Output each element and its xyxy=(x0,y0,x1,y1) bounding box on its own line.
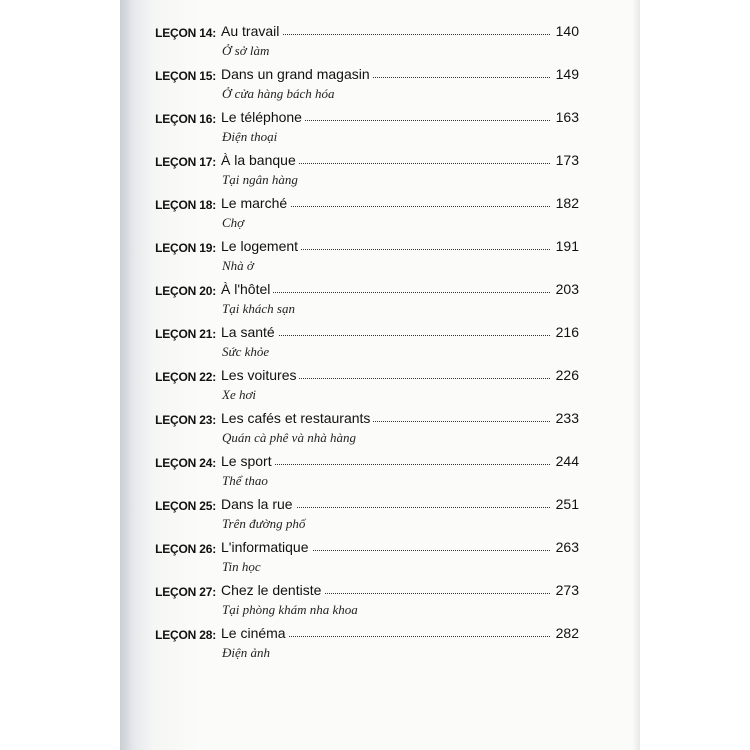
page-number: 263 xyxy=(553,539,579,555)
lesson-subtitle: Ở cửa hàng bách hóa xyxy=(222,86,335,101)
page-number: 282 xyxy=(553,625,579,641)
lesson-number: LEÇON 26: xyxy=(155,542,216,556)
toc-entry xyxy=(0,194,750,234)
page-number: 163 xyxy=(553,109,579,125)
lesson-title: Les cafés et restaurants xyxy=(221,410,373,426)
lesson-subtitle: Tin học xyxy=(222,559,261,574)
page-number: 149 xyxy=(553,66,579,82)
lesson-number: LEÇON 16: xyxy=(155,112,216,126)
toc-entry xyxy=(0,452,750,492)
page-number: 203 xyxy=(553,281,579,297)
toc-entry xyxy=(0,495,750,535)
lesson-title: À l'hôtel xyxy=(221,281,273,297)
toc-entry xyxy=(0,581,750,621)
lesson-subtitle: Tại ngân hàng xyxy=(222,172,298,187)
page-number: 273 xyxy=(553,582,579,598)
lesson-subtitle: Tại phòng khám nha khoa xyxy=(222,602,358,617)
page-number: 140 xyxy=(553,23,579,39)
lesson-number: LEÇON 14: xyxy=(155,26,216,40)
toc-entry xyxy=(0,65,750,105)
lesson-subtitle: Tại khách sạn xyxy=(222,301,295,316)
lesson-title: Le logement xyxy=(221,238,301,254)
page-number: 233 xyxy=(553,410,579,426)
lesson-subtitle: Điện ảnh xyxy=(222,645,271,660)
lesson-subtitle: Ở sở làm xyxy=(222,43,270,58)
lesson-number: LEÇON 17: xyxy=(155,155,216,169)
toc-entry xyxy=(0,280,750,320)
page-number: 226 xyxy=(553,367,579,383)
page-number: 173 xyxy=(553,152,579,168)
lesson-number: LEÇON 24: xyxy=(155,456,216,470)
lesson-number: LEÇON 15: xyxy=(155,69,216,83)
lesson-title: Les voitures xyxy=(221,367,299,383)
lesson-title: Dans la rue xyxy=(221,496,296,512)
lesson-title: Le sport xyxy=(221,453,275,469)
lesson-subtitle: Nhà ở xyxy=(222,258,254,273)
lesson-subtitle: Chợ xyxy=(222,215,245,230)
lesson-number: LEÇON 22: xyxy=(155,370,216,384)
toc-entry xyxy=(0,538,750,578)
toc-entry xyxy=(0,366,750,406)
lesson-title: La santé xyxy=(221,324,278,340)
lesson-subtitle: Quán cà phê và nhà hàng xyxy=(222,430,356,445)
lesson-title: Le téléphone xyxy=(221,109,305,125)
toc-entry xyxy=(0,323,750,363)
lesson-title: L'informatique xyxy=(221,539,312,555)
toc-entry xyxy=(0,22,750,62)
lesson-subtitle: Điện thoại xyxy=(222,129,278,144)
lesson-title: Le cinéma xyxy=(221,625,289,641)
lesson-subtitle: Sức khỏe xyxy=(222,344,270,359)
page-number: 191 xyxy=(553,238,579,254)
lesson-subtitle: Trên đường phố xyxy=(222,516,306,531)
lesson-number: LEÇON 25: xyxy=(155,499,216,513)
page-number: 244 xyxy=(553,453,579,469)
lesson-number: LEÇON 20: xyxy=(155,284,216,298)
page-number: 216 xyxy=(553,324,579,340)
toc-entry xyxy=(0,108,750,148)
toc-entry xyxy=(0,409,750,449)
lesson-number: LEÇON 27: xyxy=(155,585,216,599)
toc-entry xyxy=(0,237,750,277)
lesson-subtitle: Thể thao xyxy=(222,473,268,488)
page-number: 182 xyxy=(553,195,579,211)
lesson-number: LEÇON 18: xyxy=(155,198,216,212)
toc-entry xyxy=(0,151,750,191)
lesson-title: Au travail xyxy=(221,23,282,39)
lesson-title: À la banque xyxy=(221,152,299,168)
toc-entry xyxy=(0,624,750,664)
lesson-number: LEÇON 21: xyxy=(155,327,216,341)
lesson-title: Dans un grand magasin xyxy=(221,66,373,82)
lesson-number: LEÇON 19: xyxy=(155,241,216,255)
lesson-title: Le marché xyxy=(221,195,290,211)
page-number: 251 xyxy=(553,496,579,512)
lesson-title: Chez le dentiste xyxy=(221,582,324,598)
lesson-number: LEÇON 28: xyxy=(155,628,216,642)
lesson-subtitle: Xe hơi xyxy=(222,387,257,402)
lesson-number: LEÇON 23: xyxy=(155,413,216,427)
